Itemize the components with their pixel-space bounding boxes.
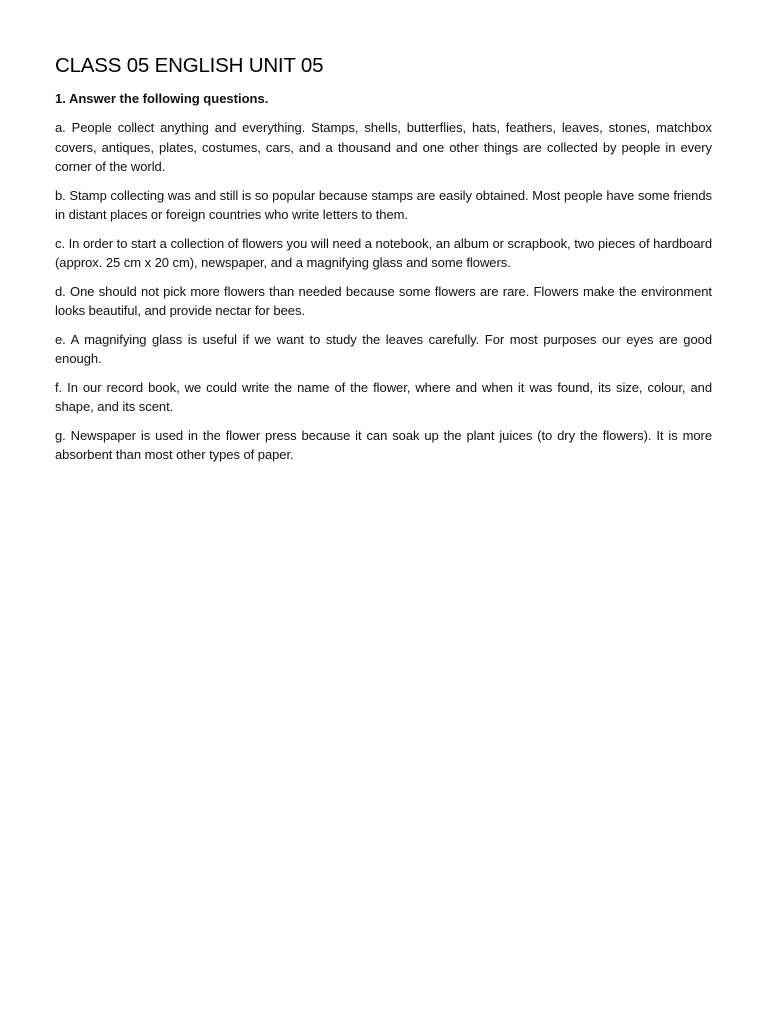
answer-f: f. In our record book, we could write the name of the flower, where and when it was found, its size, colour, and shape, and its scent. <box>55 379 712 414</box>
answer-c: c. In order to start a collection of flowers you will need a notebook, an album or scrapbook, two pieces of hardboard (approx. 25 cm x 20 cm), newspaper, and a magnifying glass and some flowers. <box>55 235 712 270</box>
answer-g: g. Newspaper is used in the flower press because it can soak up the plant juices (to dry the flowers). It is more absorbent than most other types of paper. <box>55 427 712 462</box>
answer-b: b. Stamp collecting was and still is so popular because stamps are easily obtained. Most people have some friends in distant places or foreign countries who write letters to them. <box>55 187 712 222</box>
answer-list <box>55 118 712 465</box>
document-page <box>55 52 712 474</box>
answer-e: e. A magnifying glass is useful if we want to study the leaves carefully. For most purposes our eyes are good enough. <box>55 331 712 366</box>
answer-d: d. One should not pick more flowers than needed because some flowers are rare. Flowers make the environment looks beautiful, and provide nectar for bees. <box>55 283 712 318</box>
document-title: CLASS 05 ENGLISH UNIT 05 <box>55 54 324 77</box>
answer-a: a. People collect anything and everything. Stamps, shells, butterflies, hats, feathers, leaves, stones, matchbox covers, antiques, plates, costumes, cars, and a thousand and one other things are collected by people in every corner of the world. <box>55 120 712 174</box>
question-heading: 1. Answer the following questions. <box>55 91 269 106</box>
